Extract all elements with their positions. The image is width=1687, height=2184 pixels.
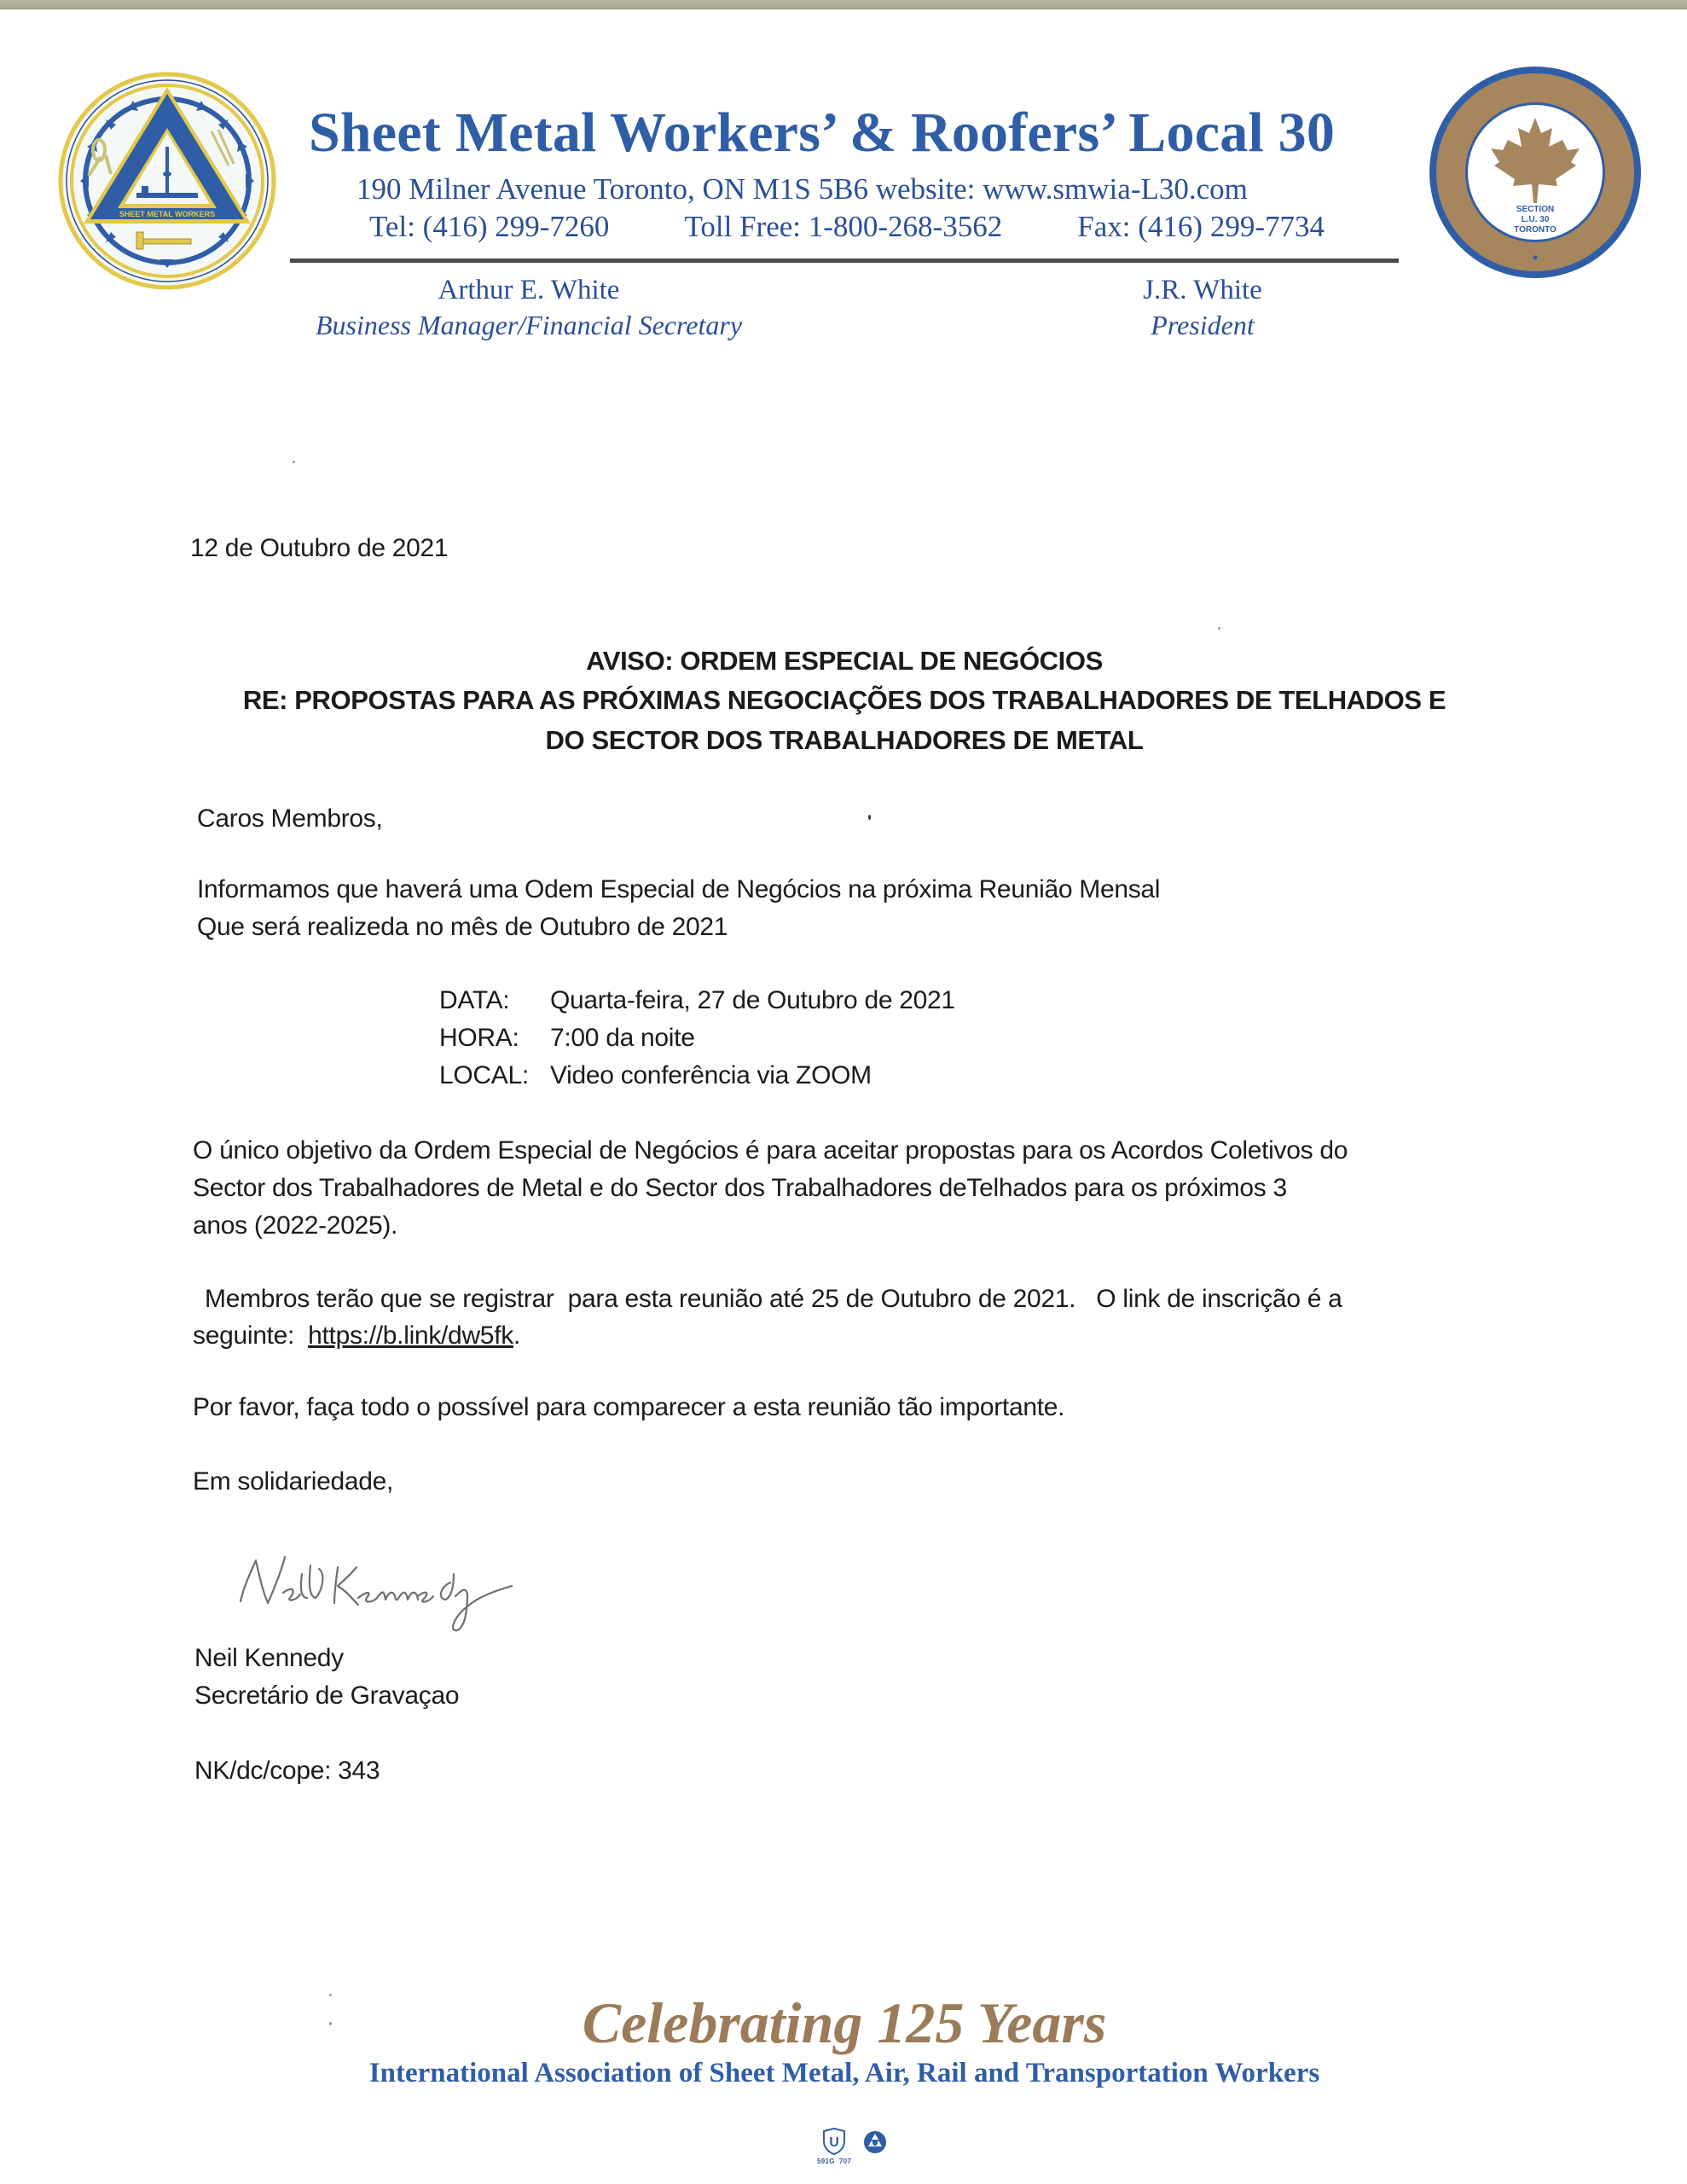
seal-text: TORONTO [1514,225,1557,235]
fax-number: Fax: (416) 299-7734 [1077,210,1325,243]
officer-president [1109,275,1296,341]
union-bug-code: 591G 707 [817,2158,852,2165]
notice-heading-line: DO SECTOR DOS TRABALHADORES DE METAL [545,725,1144,755]
detail-label-time: HORA: [439,1024,519,1052]
signer-name: Neil Kennedy [194,1644,344,1672]
anniversary-banner: Celebrating 125 Years [582,1990,1107,2055]
detail-value-location: Video conferência via ZOOM [550,1061,872,1089]
registration-suffix: . [513,1321,520,1350]
scan-speck [329,1994,332,1996]
appeal-line: Por favor, faça todo o possível para comparecer a esta reunião tão importante. [193,1393,1065,1421]
toll-free-number: Toll Free: 1-800-268-3562 [684,210,1003,243]
union-bug-letter: U [829,2135,839,2150]
union-bug-label [817,2128,851,2170]
scan-speck [868,815,871,820]
seal-text: SECTION [1516,205,1555,214]
registration-line: Membros terão que se registrar para esta reunião até 25 de Outubro de 2021. O link de inscrição é a [198,1285,1342,1313]
letterhead-divider [290,258,1399,263]
letterhead-contacts [369,210,1325,244]
purpose-line: anos (2022-2025). [193,1211,398,1240]
officer-business-manager [299,275,759,341]
union-shield-icon [821,2128,847,2155]
letterhead-title: Sheet Metal Workers’ & Roofers’ Local 30 [309,102,1336,164]
closing-line: Em solidariedade, [193,1467,394,1496]
scan-speck [329,2022,332,2025]
handwritten-signature [230,1548,554,1642]
officer-name: Arthur E. White [438,275,620,305]
purpose-line: O único objetivo da Ordem Especial de Negócios é para aceitar propostas para os Acordos Coletivos do [193,1136,1348,1165]
intro-line: Informamos que haverá uma Odem Especial de Negócios na próxima Reunião Mensal [197,875,1161,903]
scan-edge-strip [0,0,1687,9]
letterhead-address: 190 Milner Avenue Toronto, ON M1S 5B6 website: www.smwia-L30.com [357,172,1248,206]
seal-text: L.U. 30 [1521,215,1550,224]
detail-label-location: LOCAL: [439,1061,529,1089]
letter-date: 12 de Outubro de 2021 [190,534,449,562]
recycle-icon [862,2129,888,2155]
officer-role: Business Manager/Financial Secretary [315,310,743,340]
telephone-number: Tel: (416) 299-7260 [369,210,610,243]
sheet-metal-workers-seal-logo [58,72,276,290]
signer-role: Secretário de Gravaçao [194,1682,460,1710]
association-name: International Association of Sheet Metal, Air, Rail and Transportation Workers [368,2058,1320,2088]
officer-name: J.R. White [1143,275,1262,305]
notice-heading-line: RE: PROPOSTAS PARA AS PRÓXIMAS NEGOCIAÇÕES DOS TRABALHADORES DE TELHADOS E [242,685,1446,715]
registration-link-line [193,1321,520,1350]
notice-heading-line: AVISO: ORDEM ESPECIAL DE NEGÓCIOS [586,646,1103,676]
detail-label-date: DATA: [439,986,510,1014]
scan-speck [293,461,295,463]
scan-speck [1218,627,1220,630]
reference-code: NK/dc/cope: 343 [194,1757,380,1785]
roofers-maple-leaf-seal-logo [1428,65,1643,280]
registration-prefix: seguinte: [193,1321,309,1350]
officer-role: President [1151,310,1255,340]
purpose-line: Sector dos Trabalhadores de Metal e do Sector dos Trabalhadores deTelhados para os próximos 3 [193,1174,1287,1202]
intro-line: Que será realizeda no mês de Outubro de 2021 [197,913,728,941]
detail-value-date: Quarta-feira, 27 de Outubro de 2021 [550,986,955,1014]
svg-text:SHEET METAL WORKERS: SHEET METAL WORKERS [119,210,216,218]
greeting: Caros Membros, [197,804,383,833]
detail-value-time: 7:00 da noite [550,1024,695,1052]
registration-link[interactable]: https://b.link/dw5fk [308,1321,513,1350]
